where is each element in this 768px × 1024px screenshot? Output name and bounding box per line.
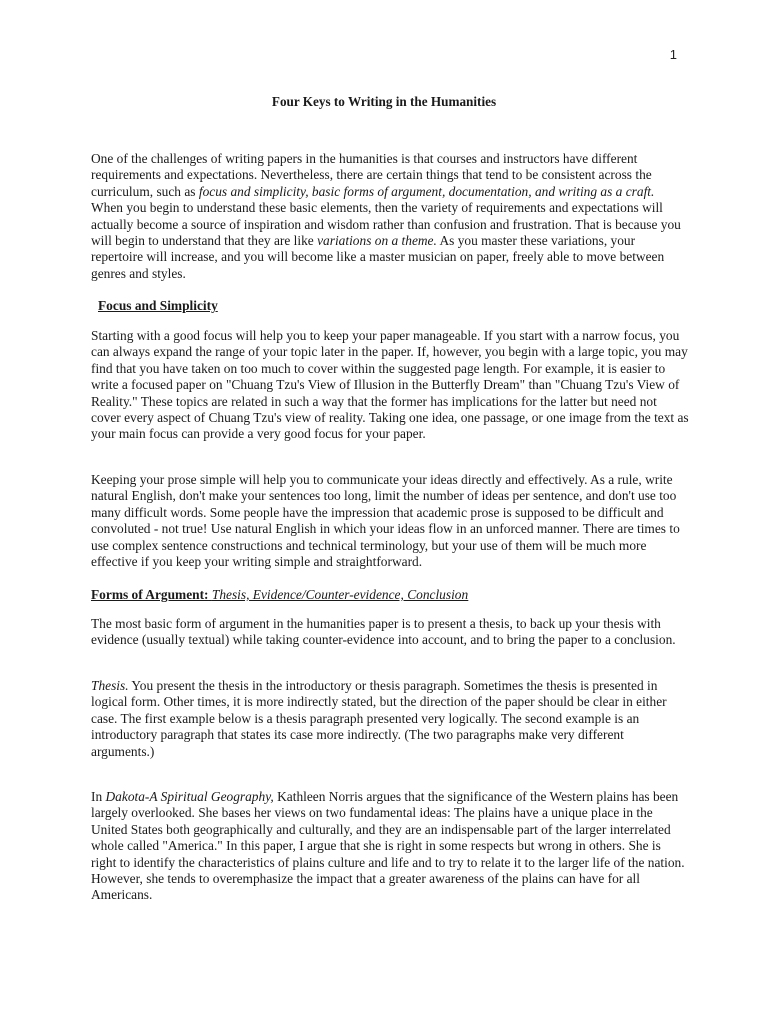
thesis-label: Thesis.	[91, 678, 129, 693]
argument-heading-subtitle: Thesis, Evidence/Counter-evidence, Conclusion	[211, 587, 469, 602]
example-book-title: Dakota-A Spiritual Geography,	[105, 789, 274, 804]
page-number: 1	[669, 47, 677, 62]
intro-text-1: One of the challenges of writing papers in the humanities is that courses and instructors have different requirements and expectations. Nevertheless, there are certain things that tend to be consistent across the curriculum, such as	[91, 151, 652, 199]
example-paragraph	[91, 789, 689, 904]
intro-text-2: When you begin to understand these basic elements, then the variety of requirements and expectations will actually become a source of inspiration and wisdom rather than confusion and frustration. That is because you will begin to understand that they are like	[91, 200, 681, 249]
intro-paragraph	[91, 151, 689, 282]
focus-heading: Focus and Simplicity	[98, 298, 218, 313]
example-lead: In	[91, 789, 106, 804]
argument-heading	[91, 587, 468, 603]
intro-text-3: As you master these variations, your repertoire will increase, and you will become like a master musician on paper, freely able to move between genres and styles.	[91, 233, 665, 281]
focus-paragraph-1: Starting with a good focus will help you to keep your paper manageable. If you start with a narrow focus, you can always expand the range of your topic later in the paper. If, however, you begin with a large topic, you may find that you have taken on too much to cover within the suggested page length. For example, it is easier to write a focused paper on "Chuang Tzu's View of Illusion in the Butterfly Dream" than "Chuang Tzu's View of Reality." These topics are related in such a way that the former has implications for the latter but need not cover every aspect of Chuang Tzu's view of reality. Taking one idea, one passage, or one image from the text as your main focus can provide a very good focus for your paper.	[91, 328, 689, 442]
example-text: Kathleen Norris argues that the significance of the Western plains has been largely overlooked. She bases her views on two fundamental ideas: The plains have a unique place in the United States both geographically and culturally, and they are an indispensable part of the larger interrelated whole called "America." In this paper, I argue that she is right in some respects but wrong in others. She is right to identify the characteristics of plains culture and life and to try to relate it to the larger life of the nation. However, she tends to overemphasize the impact that a greater awareness of the plains can have for all Americans.	[91, 789, 685, 903]
intro-emphasis-2: variations on a theme.	[317, 233, 437, 249]
document-title: Four Keys to Writing in the Humanities	[271, 94, 497, 109]
focus-paragraph-2: Keeping your prose simple will help you to communicate your ideas directly and effectively. As a rule, write natural English, don't make your sentences too long, limit the number of ideas per sentence, and don't use too many difficult words. Some people have the impression that academic prose is supposed to be difficult and convoluted - not true! Use natural English in which your ideas flow in an unforced manner. There are times to use complex sentence constructions and technical terminology, but your use of them will be much more effective if you keep your writing simple and straightforward.	[91, 472, 680, 570]
thesis-text: You present the thesis in the introductory or thesis paragraph. Sometimes the thesis is presented in logical form. Other times, it is more indirectly stated, but the direction of the paper should be clear in either case. The first example below is a thesis paragraph presented very logically. The second example is an introductory paragraph that states its case more indirectly. (The two paragraphs make very different arguments.)	[91, 678, 667, 759]
argument-paragraph-1: The most basic form of argument in the humanities paper is to present a thesis, to back up your thesis with evidence (usually textual) while taking counter-evidence into account, and to bring the paper to a conclusion.	[91, 616, 676, 648]
intro-emphasis-1: focus and simplicity, basic forms of argument, documentation, and writing as a craft.	[198, 183, 655, 199]
argument-heading-label: Forms of Argument:	[91, 587, 209, 602]
thesis-paragraph	[91, 678, 689, 760]
